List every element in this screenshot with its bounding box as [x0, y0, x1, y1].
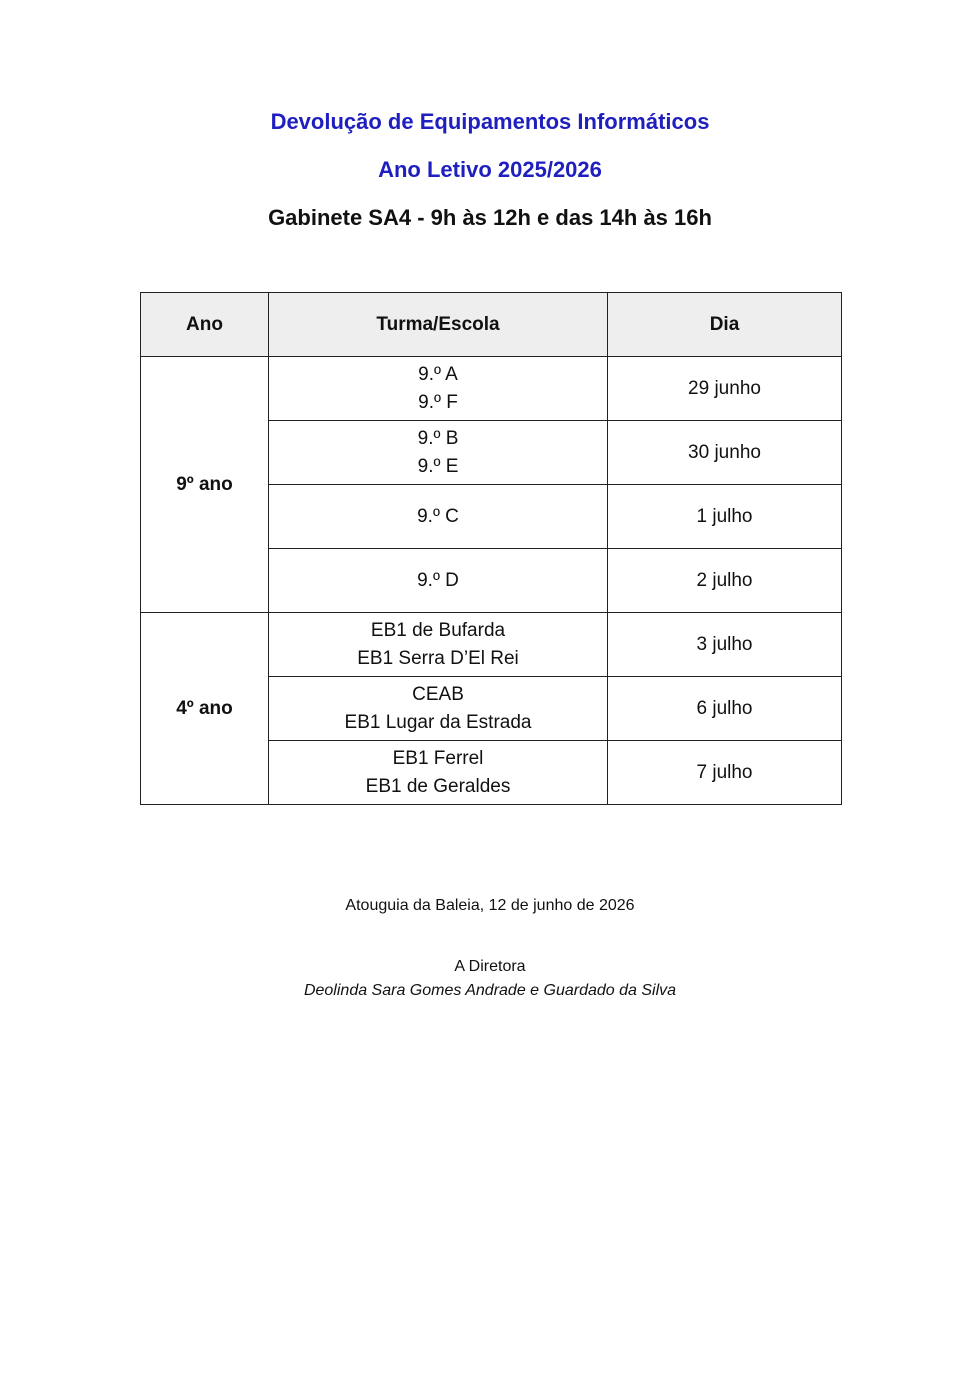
turma-line: EB1 de Geraldes	[365, 775, 511, 797]
location-schedule: Gabinete SA4 - 9h às 12h e das 14h às 16h	[268, 205, 712, 230]
turma-line: 9.º B	[417, 427, 459, 449]
turma-line: 9.º E	[417, 455, 459, 477]
turma-line: 9.º F	[418, 391, 458, 413]
dia-cell: 1 julho	[608, 485, 842, 549]
turma-line: EB1 Lugar da Estrada	[344, 711, 532, 733]
turma-line: CEAB	[412, 683, 464, 705]
turma-cell	[269, 677, 608, 741]
turma-cell	[269, 741, 608, 805]
ano-cell: 4º ano	[141, 613, 269, 805]
turma-line: 9.º A	[418, 363, 458, 385]
turma-cell	[269, 549, 608, 613]
table-row	[141, 613, 842, 677]
turma-line: 9.º D	[417, 569, 459, 591]
schedule-table	[140, 292, 842, 805]
signatory-role: A Diretora	[454, 958, 526, 975]
dia-cell: 30 junho	[608, 421, 842, 485]
dia-cell: 3 julho	[608, 613, 842, 677]
document-title: Devolução de Equipamentos Informáticos	[270, 109, 710, 134]
dia-cell: 6 julho	[608, 677, 842, 741]
dia-cell: 29 junho	[608, 357, 842, 421]
turma-line: EB1 Serra D’El Rei	[357, 647, 519, 669]
turma-cell	[269, 357, 608, 421]
turma-line: EB1 de Bufarda	[370, 619, 506, 641]
dia-cell: 2 julho	[608, 549, 842, 613]
ano-cell: 9º ano	[141, 357, 269, 613]
turma-line: EB1 Ferrel	[392, 747, 484, 769]
header-turma-escola: Turma/Escola	[269, 293, 608, 357]
header-ano: Ano	[141, 293, 269, 357]
document-subtitle: Ano Letivo 2025/2026	[378, 157, 602, 182]
header-dia: Dia	[608, 293, 842, 357]
signatory-name: Deolinda Sara Gomes Andrade e Guardado da Silva	[303, 982, 677, 999]
table-header-row	[141, 293, 842, 357]
dia-cell: 7 julho	[608, 741, 842, 805]
turma-cell	[269, 485, 608, 549]
turma-cell	[269, 421, 608, 485]
turma-cell	[269, 613, 608, 677]
place-date: Atouguia da Baleia, 12 de junho de 2026	[345, 897, 635, 914]
turma-line: 9.º C	[417, 505, 459, 527]
table-row	[141, 357, 842, 421]
